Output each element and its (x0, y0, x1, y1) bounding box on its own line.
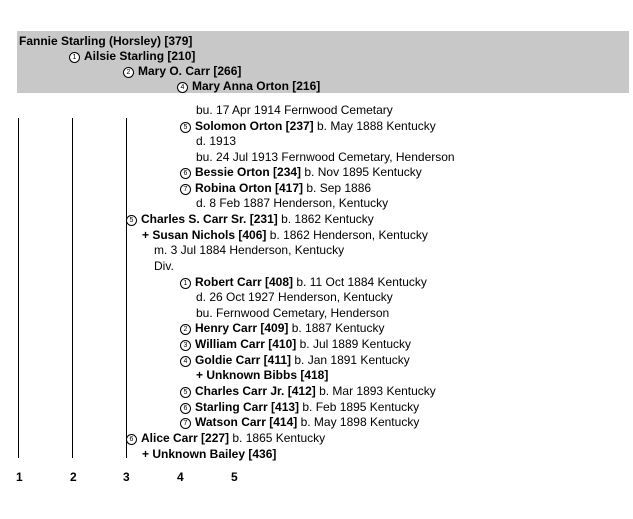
generation-circle-icon: 7 (180, 418, 191, 429)
list-item (180, 400, 419, 414)
list-item (142, 447, 276, 461)
row-text: d. 8 Feb 1887 Henderson, Kentucky (196, 196, 389, 210)
generation-circle-icon: 4 (180, 356, 191, 367)
list-item (126, 431, 325, 445)
row-text: m. 3 Jul 1884 Henderson, Kentucky (154, 243, 345, 257)
generation-circle-icon: 3 (180, 340, 191, 351)
header-line-2 (69, 49, 195, 63)
generation-circle-icon: 6 (180, 168, 191, 179)
generation-circle-icon: 6 (126, 434, 137, 445)
header-name-3: Mary O. Carr (138, 64, 211, 78)
generation-circle-icon: 4 (177, 82, 188, 93)
person-name: Solomon Orton [237] (195, 119, 314, 133)
generation-line-3 (126, 118, 127, 458)
list-item (142, 228, 428, 242)
row-text: b. Feb 1895 Kentucky (299, 400, 420, 414)
person-name: Henry Carr [409] (195, 321, 289, 335)
list-item (154, 243, 344, 257)
header-name-2: Ailsie Starling (84, 49, 165, 63)
list-item (180, 337, 411, 351)
generation-label-2: 2 (70, 470, 77, 484)
row-text: b. Jan 1891 Kentucky (291, 353, 410, 367)
row-text: b. 1862 Henderson, Kentucky (266, 228, 428, 242)
generation-circle-icon: 1 (69, 52, 80, 63)
list-item (196, 150, 455, 164)
header-id-1: [379] (164, 34, 193, 48)
generation-circle-icon: 7 (180, 184, 191, 195)
row-text: d. 1913 (196, 134, 237, 148)
list-item (180, 353, 410, 367)
generation-circle-icon: 2 (123, 67, 134, 78)
person-name: Robina Orton [417] (195, 181, 304, 195)
row-text: b. 1862 Kentucky (277, 212, 374, 226)
generation-label-1: 1 (16, 470, 23, 484)
person-name: Charles S. Carr Sr. [231] (141, 212, 278, 226)
person-name: Robert Carr [408] (195, 275, 294, 289)
list-item (126, 212, 374, 226)
list-item (180, 415, 419, 429)
list-item (196, 306, 389, 320)
header-id-3: [266] (213, 64, 242, 78)
person-name: Bessie Orton [234] (195, 165, 302, 179)
generation-circle-icon: 5 (180, 387, 191, 398)
row-text: b. 1865 Kentucky (229, 431, 326, 445)
list-item (180, 321, 384, 335)
person-name: Watson Carr [414] (195, 415, 298, 429)
spouse-name: + Unknown Bibbs [418] (196, 368, 329, 382)
spouse-name: + Unknown Bailey [436] (142, 447, 277, 461)
generation-label-5: 5 (231, 470, 238, 484)
generation-circle-icon: 5 (180, 122, 191, 133)
row-text: d. 26 Oct 1927 Henderson, Kentucky (196, 290, 393, 304)
generation-label-3: 3 (123, 470, 130, 484)
list-item (196, 103, 393, 117)
header-line-3 (123, 64, 241, 78)
generation-circle-icon: 1 (180, 278, 191, 289)
generation-line-1 (18, 118, 19, 458)
list-item (154, 259, 174, 273)
list-item (180, 181, 371, 195)
list-item (196, 196, 388, 210)
person-name: Charles Carr Jr. [412] (195, 384, 316, 398)
person-name: Alice Carr [227] (141, 431, 230, 445)
person-name: Starling Carr [413] (195, 400, 300, 414)
list-item (196, 134, 236, 148)
person-name: Goldie Carr [411] (195, 353, 292, 367)
list-item (180, 384, 436, 398)
row-text: b. 1887 Kentucky (288, 321, 385, 335)
list-item (180, 165, 422, 179)
header-line-1 (19, 34, 192, 48)
row-text: bu. Fernwood Cemetary, Henderson (196, 306, 390, 320)
row-text: b. May 1898 Kentucky (297, 415, 420, 429)
list-item (180, 275, 427, 289)
header-id-4: [216] (292, 79, 321, 93)
generation-circle-icon: 5 (126, 215, 137, 226)
row-text: b. Nov 1895 Kentucky (301, 165, 422, 179)
row-text: Div. (154, 259, 174, 273)
generation-label-4: 4 (177, 470, 184, 484)
header-name-1: Fannie Starling (Horsley) (19, 34, 162, 48)
list-item (196, 290, 393, 304)
generation-circle-icon: 6 (180, 403, 191, 414)
list-item (196, 368, 328, 382)
row-text: b. Sep 1886 (303, 181, 372, 195)
row-text: bu. 17 Apr 1914 Fernwood Cemetary (196, 103, 393, 117)
row-text: b. Jul 1889 Kentucky (296, 337, 412, 351)
row-text: b. Mar 1893 Kentucky (315, 384, 436, 398)
row-text: bu. 24 Jul 1913 Fernwood Cemetary, Henderson (196, 150, 455, 164)
header-id-2: [210] (167, 49, 196, 63)
header-line-4 (177, 79, 320, 93)
pedigree-header (17, 31, 629, 93)
row-text: b. May 1888 Kentucky (313, 119, 436, 133)
spouse-name: + Susan Nichols [406] (142, 228, 267, 242)
generation-line-2 (72, 118, 73, 458)
row-text: b. 11 Oct 1884 Kentucky (293, 275, 427, 289)
generation-circle-icon: 2 (180, 324, 191, 335)
list-item (180, 119, 436, 133)
header-name-4: Mary Anna Orton (192, 79, 289, 93)
person-name: William Carr [410] (195, 337, 297, 351)
